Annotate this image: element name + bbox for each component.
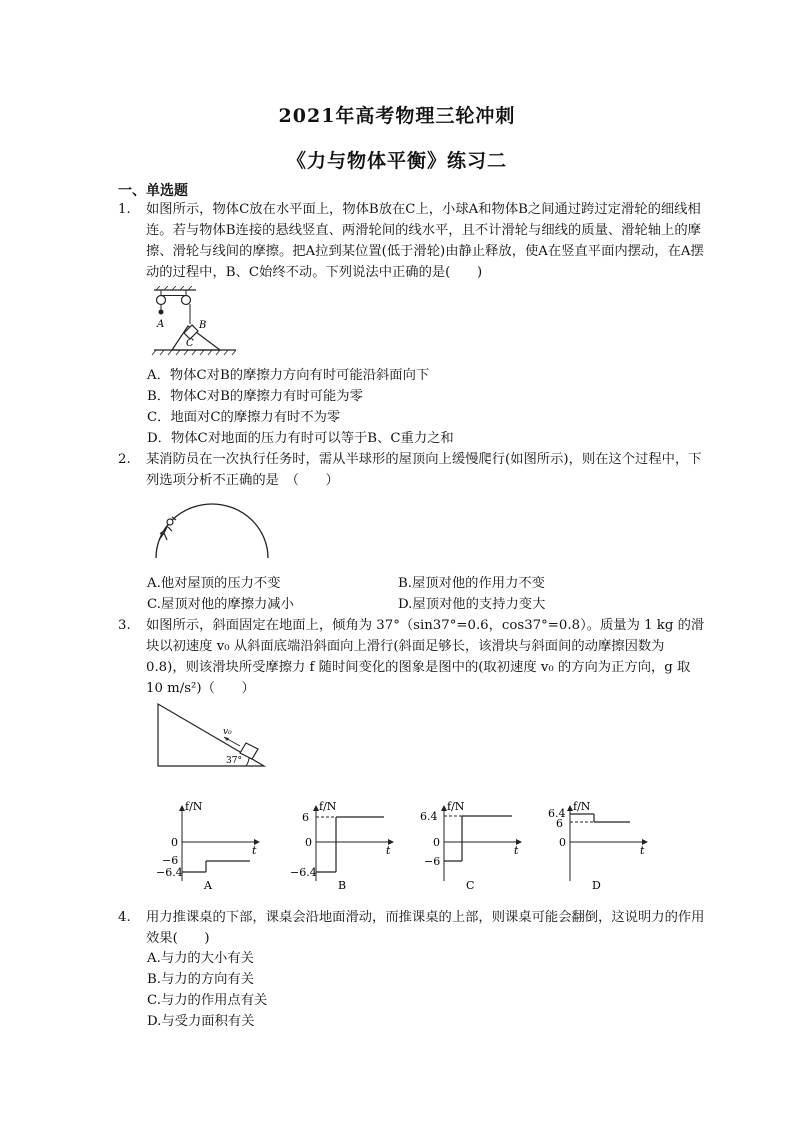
question-number: 1. xyxy=(118,202,131,217)
question-text: 用力推课桌的下部，课桌会沿地面滑动，而推课桌的上部，则课桌可能会翻倒，这说明力的作用效果( ) xyxy=(146,910,705,946)
x-axis-label: t xyxy=(252,844,257,857)
label-c: C xyxy=(186,338,194,349)
question-text: 如图所示，斜面固定在地面上，倾角为 37°（sin37°=0.6，cos37°=0.8）。质量为 1 kg 的滑块以初速度 v₀ 从斜面底端沿斜面向上滑行(斜面足够长，该滑块与斜面间的动摩擦因数为 0.8)，则该滑块所受摩擦力 f 随时间变化的图象是图中的(取初速度 v₀ 的方向为正方向，g 取 10 m/s²)（ ） xyxy=(146,618,705,696)
q4-option-d: D.与受力面积有关 xyxy=(147,1014,255,1029)
q4-option-c: C.与力的作用点有关 xyxy=(147,993,268,1008)
graph-letter: C xyxy=(466,879,475,892)
q2-option-c: C.屋顶对他的摩擦力减小 xyxy=(147,597,294,612)
graph-letter: D xyxy=(592,879,601,892)
question-number: 3. xyxy=(118,618,131,633)
section-heading: 一、单选题 xyxy=(118,183,188,199)
question-text: 某消防员在一次执行任务时，需从半球形的屋顶向上缓慢爬行(如图所示)，则在这个过程中，下列选项分析不正确的是 （ ） xyxy=(146,452,702,488)
question-4 xyxy=(118,907,708,949)
q2-option-b: B.屋顶对他的作用力不变 xyxy=(398,576,545,591)
tick-label: −6 xyxy=(162,854,179,867)
label-a: A xyxy=(157,319,165,330)
climber-icon xyxy=(159,517,176,540)
y-axis-label: f/N xyxy=(185,800,203,813)
q2-option-d: D.屋顶对他的支持力变大 xyxy=(398,597,546,612)
question-number: 2. xyxy=(118,452,131,467)
q1-option-a: A．物体C对B的摩擦力方向有时可能沿斜面向下 xyxy=(147,368,430,383)
label-angle: 37° xyxy=(226,756,242,766)
tick-label: 6 xyxy=(556,817,563,830)
incline-slide-figure xyxy=(152,700,270,770)
label-v0: v₀ xyxy=(223,727,232,737)
x-axis-label: t xyxy=(386,844,391,857)
graph-letter: B xyxy=(338,879,347,892)
q4-option-b: B.与力的方向有关 xyxy=(147,972,255,987)
graph-b xyxy=(282,797,402,892)
x-axis-label: t xyxy=(514,844,519,857)
y-axis-label: f/N xyxy=(447,800,465,813)
tick-label: −6.4 xyxy=(156,866,183,879)
graph-d xyxy=(536,797,656,892)
label-b: B xyxy=(199,320,207,331)
tick-label: −6 xyxy=(424,855,441,868)
q4-option-a: A.与力的大小有关 xyxy=(147,951,254,966)
y-axis-label: f/N xyxy=(319,800,337,813)
q1-option-c: C．地面对C的摩擦力有时不为零 xyxy=(147,410,341,425)
tick-label: −6.4 xyxy=(290,866,317,879)
origin-label: 0 xyxy=(559,836,566,849)
pulley-incline-figure xyxy=(148,286,238,358)
hemisphere-roof-figure xyxy=(150,500,274,560)
y-axis-label: f/N xyxy=(573,800,591,813)
q1-option-d: D．物体C对地面的压力有时可以等于B、C重力之和 xyxy=(147,431,454,446)
question-text: 如图所示，物体C放在水平面上，物体B放在C上，小球A和物体B之间通过跨过定滑轮的细线相连。若与物体B连接的悬线竖直、两滑轮间的线水平，且不计滑轮与细线的质量、滑轮轴上的摩擦、滑轮与线间的摩擦。把A拉到某位置(低于滑轮)由静止释放，使A在竖直平面内摆动，在A摆动的过程中，B、C始终不动。下列说法中正确的是( ) xyxy=(146,202,704,280)
question-2 xyxy=(118,449,708,491)
q2-option-a: A.他对屋顶的压力不变 xyxy=(147,576,281,591)
graph-letter: A xyxy=(204,879,212,892)
tick-label: 6.4 xyxy=(548,807,566,820)
question-1 xyxy=(118,199,708,283)
origin-label: 0 xyxy=(433,836,440,849)
tick-label: 6.4 xyxy=(420,810,438,823)
question-number: 4. xyxy=(118,910,131,925)
origin-label: 0 xyxy=(171,836,178,849)
tick-label: 6 xyxy=(302,811,309,824)
x-axis-label: t xyxy=(640,844,645,857)
graph-c xyxy=(410,797,530,892)
question-3 xyxy=(118,615,708,699)
graph-a xyxy=(148,797,268,892)
page-title: 2021年高考物理三轮冲刺 xyxy=(278,105,516,127)
page-subtitle: 《力与物体平衡》练习二 xyxy=(286,150,507,172)
q1-option-b: B．物体C对B的摩擦力有时可能为零 xyxy=(147,389,363,404)
origin-label: 0 xyxy=(305,836,312,849)
